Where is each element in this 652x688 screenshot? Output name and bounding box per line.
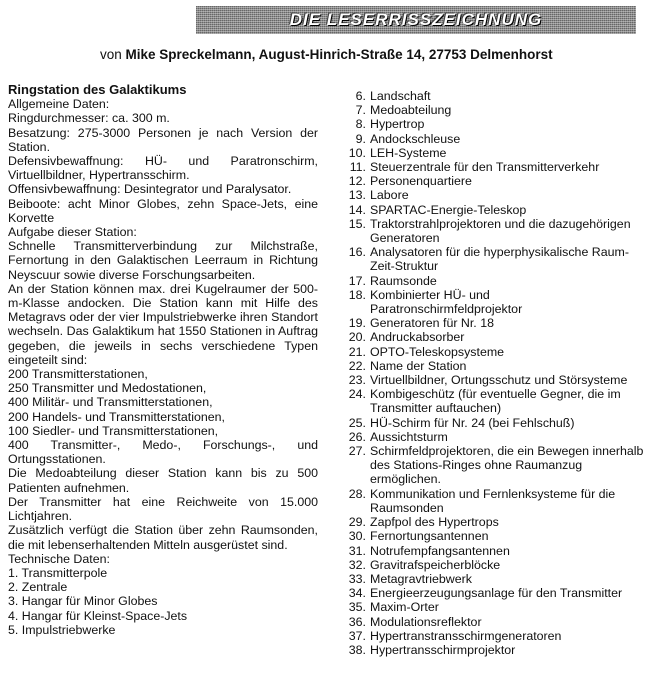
list-item-number: 24. xyxy=(348,387,366,402)
list-item xyxy=(338,89,644,103)
list-item-number: 35. xyxy=(348,600,366,615)
list-item xyxy=(338,629,644,643)
list-item xyxy=(338,387,644,415)
station-type: 250 Transmitter und Medostationen, xyxy=(8,381,207,396)
range-text: Der Transmitter hat eine Reichweite von 15.000 Lichtjahren. xyxy=(8,494,318,524)
list-item-number: 19. xyxy=(348,316,366,331)
defense-text: Defensivbewaffnung: HÜ- und Paratronschirm, Virtuellbildner, Hypertransschirm. xyxy=(8,154,318,183)
list-item-number: 21. xyxy=(348,344,366,359)
list-item: 4. Hangar für Kleinst-Space-Jets xyxy=(8,608,188,623)
list-item-number: 23. xyxy=(348,373,366,388)
list-item-text: Andruckabsorber xyxy=(370,330,465,345)
byline-author: Mike Spreckelmann, August-Hinrich-Straße 14, 27753 Delmenhorst xyxy=(125,47,553,62)
list-item-text: Traktorstrahlprojektoren und die dazugehörigen Generatoren xyxy=(370,216,631,246)
list-item xyxy=(338,203,644,217)
list-item-number: 8. xyxy=(355,117,366,132)
list-item-text: Hypertranstransschirmgeneratoren xyxy=(370,628,562,643)
list-item-number: 6. xyxy=(355,89,366,103)
list-item-text: Kommunikation und Fernlenksysteme für die Raumsonden xyxy=(370,486,616,515)
list-item xyxy=(338,416,644,430)
list-item xyxy=(338,444,644,487)
list-item xyxy=(338,487,644,515)
list-item-text: Medoabteilung xyxy=(370,103,452,118)
list-item-text: Notrufempfangsantennen xyxy=(370,543,510,558)
list-item xyxy=(338,515,644,529)
list-item-number: 27. xyxy=(348,444,366,459)
medo-text: Die Medoabteilung dieser Station kann bis zu 500 Patienten aufnehmen. xyxy=(8,466,318,495)
list-item-number: 15. xyxy=(348,216,366,231)
list-item-text: Schirmfeldprojektoren, die ein Bewegen innerhalb des Stations-Ringes ohne Raumanzug ermöglichen. xyxy=(370,444,644,487)
list-item-number: 26. xyxy=(348,429,366,444)
list-item xyxy=(338,345,644,359)
list-item xyxy=(338,330,644,344)
list-item xyxy=(338,132,644,146)
list-item xyxy=(338,359,644,373)
list-item-number: 31. xyxy=(348,543,366,558)
list-item-number: 37. xyxy=(348,628,366,643)
list-item: 5. Impulstriebwerke xyxy=(8,622,116,637)
left-column xyxy=(8,83,318,637)
list-item: 2. Zentrale xyxy=(8,580,68,595)
list-item-number: 30. xyxy=(348,529,366,544)
list-item-text: Kombigeschütz (für eventuelle Gegner, die im Transmitter auftauchen) xyxy=(370,387,621,416)
list-item-text: Analysatoren für die hyperphysikalische Raum-Zeit-Struktur xyxy=(370,245,629,274)
list-item-text: Name der Station xyxy=(370,358,467,373)
list-item-text: HÜ-Schirm für Nr. 24 (bei Fehlschuß) xyxy=(370,415,575,430)
tech-heading: Technische Daten: xyxy=(8,551,110,566)
list-item-number: 18. xyxy=(348,287,366,302)
list-item-number: 11. xyxy=(349,160,366,175)
list-item-text: Metagravtriebwerk xyxy=(370,571,472,586)
list-item-number: 29. xyxy=(348,515,366,530)
list-item-text: Labore xyxy=(370,188,409,203)
list-item-text: Personenquartiere xyxy=(370,174,472,189)
list-item xyxy=(338,160,644,174)
task-heading: Aufgabe dieser Station: xyxy=(8,225,137,240)
list-item-number: 25. xyxy=(348,415,366,430)
station-type: 200 Transmitterstationen, xyxy=(8,367,148,382)
general-heading: Allgemeine Daten: xyxy=(8,97,110,112)
list-item xyxy=(338,544,644,558)
list-item xyxy=(338,643,644,657)
list-item xyxy=(338,316,644,330)
list-item-text: Maxim-Orter xyxy=(370,600,439,615)
offense-text: Offensivbewaffnung: Desintegrator und Paralysator. xyxy=(8,182,292,197)
list-item-text: OPTO-Teleskopsysteme xyxy=(370,344,505,359)
list-item-text: Zapfpol des Hypertrops xyxy=(370,515,499,530)
list-item-text: Raumsonde xyxy=(370,273,437,288)
list-item-number: 33. xyxy=(348,571,366,586)
list-item-text: Andockschleuse xyxy=(370,131,461,146)
station-type: 400 Militär- und Transmitterstationen, xyxy=(8,395,213,410)
article-title: Ringstation des Galaktikums xyxy=(8,82,187,97)
list-item-number: 34. xyxy=(348,586,366,601)
list-item-number: 12. xyxy=(348,174,366,189)
list-item-text: Fernortungsantennen xyxy=(370,529,489,544)
list-item: 3. Hangar für Minor Globes xyxy=(8,594,158,609)
list-item-text: Virtuellbildner, Ortungsschutz und Störsysteme xyxy=(370,373,628,388)
boats-text: Beiboote: acht Minor Globes, zehn Space-Jets, eine Korvette xyxy=(8,196,318,225)
list-item xyxy=(338,615,644,629)
list-item xyxy=(338,174,644,188)
list-item xyxy=(338,373,644,387)
station-type: 400 Transmitter-, Medo-, Forschungs-, und Ortungsstationen. xyxy=(8,438,318,467)
tech-items-list-left xyxy=(8,566,318,637)
list-item xyxy=(338,103,644,117)
list-item-number: 14. xyxy=(348,202,366,217)
list-item: 1. Transmitterpole xyxy=(8,565,108,580)
header-banner xyxy=(196,6,636,34)
list-item xyxy=(338,586,644,600)
list-item-number: 13. xyxy=(348,188,366,203)
list-item xyxy=(338,288,644,316)
byline-prefix: von xyxy=(100,47,126,62)
list-item-text: Hypertransschirmprojektor xyxy=(370,642,516,657)
list-item-number: 9. xyxy=(355,131,366,146)
station-type: 100 Siedler- und Transmitterstationen, xyxy=(8,423,219,438)
list-item-text: Steuerzentrale für den Transmitterverkehr xyxy=(370,160,600,175)
list-item-text: Generatoren für Nr. 18 xyxy=(370,316,494,331)
list-item xyxy=(338,558,644,572)
docking-text: An der Station können max. drei Kugelraumer der 500-m-Klasse andocken. Die Station kann mit Hilfe des Metagravs oder der vier Impulstriebwerke ihren Standort wechseln. Das Galaktikum hat 1550 Stationen in Auftrag gegeben, die jeweils in sechs verschiedene Typen eingeteilt sind: xyxy=(8,281,318,367)
list-item-number: 17. xyxy=(348,273,366,288)
list-item-text: Landschaft xyxy=(370,89,431,103)
list-item xyxy=(338,572,644,586)
list-item-text: Kombinierter HÜ- und Paratronschirmfeldprojektor xyxy=(370,287,523,317)
list-item-text: Hypertrop xyxy=(370,117,425,132)
list-item xyxy=(338,274,644,288)
list-item xyxy=(338,245,644,273)
list-item xyxy=(338,146,644,160)
ring-diameter-text: Ringdurchmesser: ca. 300 m. xyxy=(8,111,170,126)
list-item-text: SPARTAC-Energie-Teleskop xyxy=(370,202,527,217)
list-item-number: 36. xyxy=(348,614,366,629)
station-type: 200 Handels- und Transmitterstationen, xyxy=(8,409,225,424)
list-item-text: LEH-Systeme xyxy=(370,145,447,160)
list-item xyxy=(338,600,644,614)
list-item xyxy=(338,430,644,444)
list-item-text: Energieerzeugungsanlage für den Transmitter xyxy=(370,586,623,601)
list-item-number: 7. xyxy=(355,103,366,118)
list-item-text: Modulationsreflektor xyxy=(370,614,482,629)
list-item-number: 32. xyxy=(348,557,366,572)
list-item xyxy=(338,117,644,131)
task-text: Schnelle Transmitterverbindung zur Milchstraße, Fernortung in den Galaktischen Leerraum in Richtung Neyscuur sowie diverse Forschungsarbeiten. xyxy=(8,239,318,282)
right-column xyxy=(338,89,644,657)
list-item xyxy=(338,217,644,245)
author-byline xyxy=(100,47,640,62)
list-item-text: Aussichtsturm xyxy=(370,429,448,444)
list-item-text: Gravitrafspeicherblöcke xyxy=(370,557,501,572)
list-item-number: 10. xyxy=(348,145,366,160)
list-item-number: 28. xyxy=(348,486,366,501)
list-item-number: 22. xyxy=(348,358,366,373)
list-item-number: 38. xyxy=(348,642,366,657)
list-item xyxy=(338,188,644,202)
list-item-number: 16. xyxy=(348,245,366,260)
list-item xyxy=(338,529,644,543)
probes-text: Zusätzlich verfügt die Station über zehn Raumsonden, die mit lebenserhaltenden Mitteln ausgerüstet sind. xyxy=(8,523,318,552)
station-types-list xyxy=(8,367,318,466)
list-item-number: 20. xyxy=(348,330,366,345)
crew-text: Besatzung: 275-3000 Personen je nach Version der Station. xyxy=(8,125,318,154)
banner-title: DIE LESERRISSZEICHNUNG xyxy=(289,10,543,29)
